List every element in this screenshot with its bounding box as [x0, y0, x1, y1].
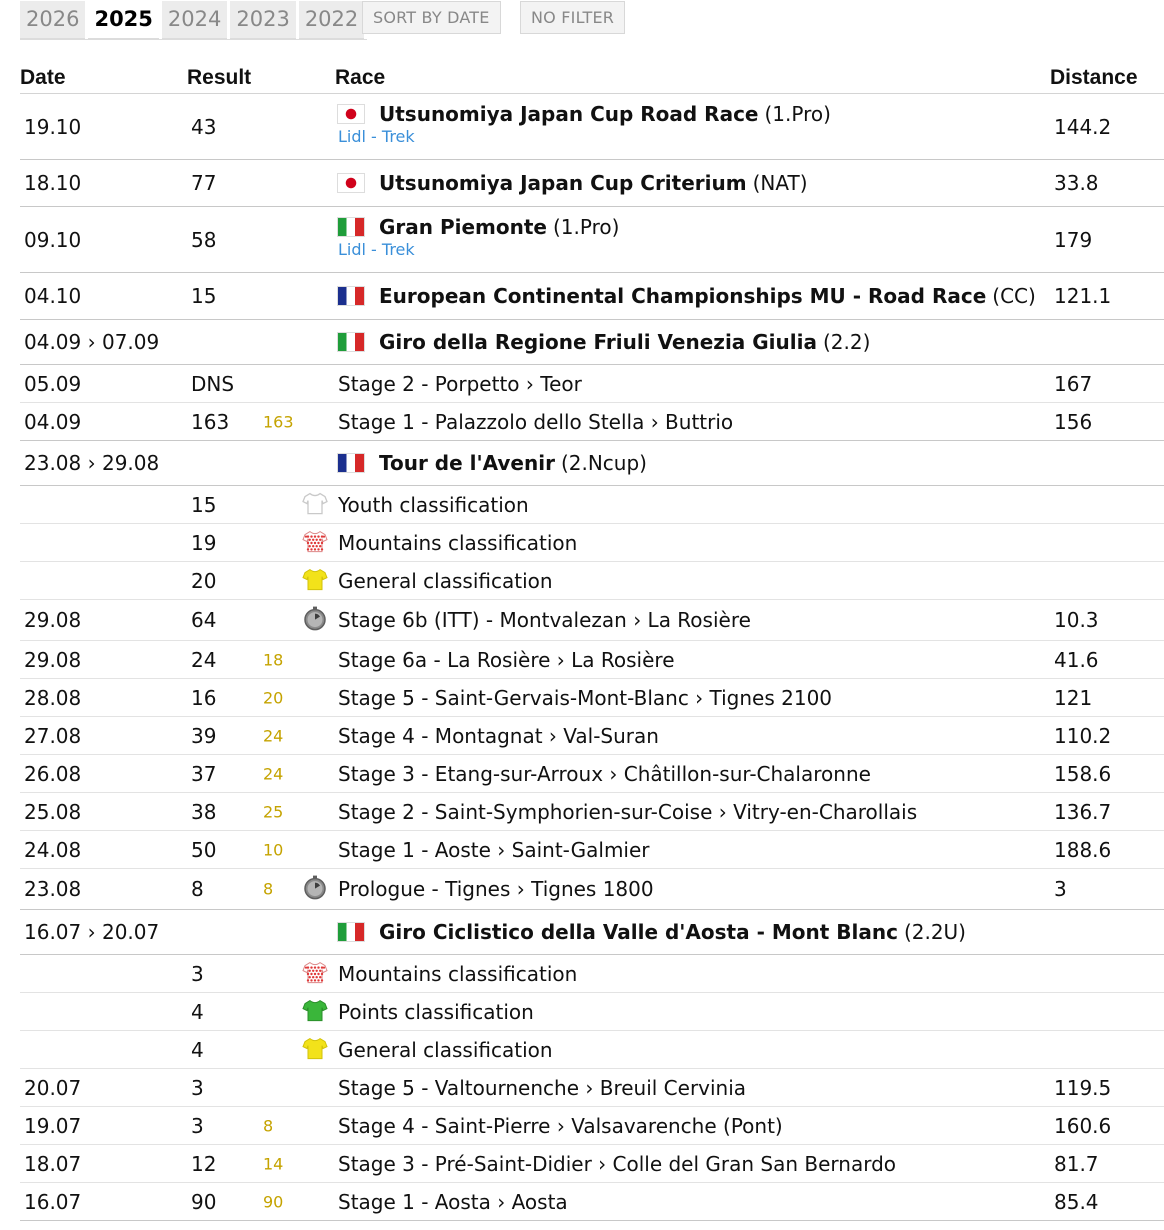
stage-link[interactable]: Prologue - Tignes › Tignes 1800	[338, 877, 654, 901]
result-rank: 8	[191, 877, 204, 901]
result-date: 27.08	[24, 723, 82, 748]
result-rank: 3	[191, 1075, 204, 1100]
race-category: (2.2U)	[903, 920, 966, 944]
race-row	[20, 441, 1164, 486]
race-name-link[interactable]: Tour de l'Avenir	[379, 451, 555, 475]
polka-dot-jersey-icon	[301, 958, 329, 986]
result-date: 19.10	[24, 114, 82, 139]
results-toolbar	[0, 0, 1164, 44]
result-rank: 19	[191, 530, 217, 555]
no-filter-button[interactable]: NO FILTER	[520, 1, 625, 34]
gc-rank: 10	[263, 840, 284, 859]
race-category: (NAT)	[752, 171, 808, 195]
year-tab-2026[interactable]: 2026	[20, 1, 85, 39]
stage-link[interactable]: Stage 1 - Aoste › Saint-Galmier	[338, 837, 650, 862]
team-link[interactable]: Lidl - Trek	[338, 240, 415, 259]
stage-row	[20, 365, 1164, 403]
race-distance: 179	[1054, 227, 1093, 252]
race-row	[20, 273, 1164, 320]
race-row	[20, 94, 1164, 160]
result-rank: 64	[191, 608, 217, 632]
gc-rank: 18	[263, 650, 284, 669]
result-rank: 3	[191, 1113, 204, 1138]
stage-row	[20, 1107, 1164, 1145]
stage-row	[20, 755, 1164, 793]
flag-jp-icon	[338, 105, 364, 123]
result-rank: 38	[191, 799, 217, 824]
gc-rank: 8	[263, 1116, 274, 1135]
result-rank: 163	[191, 409, 230, 434]
result-rank: 37	[191, 761, 217, 786]
stage-row	[20, 403, 1164, 441]
race-distance: 167	[1054, 371, 1093, 396]
stopwatch-icon	[301, 874, 329, 902]
flag-it-icon	[338, 333, 364, 351]
race-distance: 121.1	[1054, 284, 1112, 308]
header-date: Date	[20, 66, 66, 89]
classification-row	[20, 955, 1164, 993]
flag-it-icon	[338, 218, 364, 236]
result-rank: 43	[191, 114, 217, 139]
year-tab-2024[interactable]: 2024	[162, 1, 227, 39]
gc-rank: 163	[263, 412, 294, 431]
gc-rank: 25	[263, 802, 284, 821]
result-rank: 4	[191, 1037, 204, 1062]
flag-fr-icon	[338, 454, 364, 472]
stage-link[interactable]: Stage 5 - Valtournenche › Breuil Cervinia	[338, 1075, 747, 1100]
race-distance: 156	[1054, 409, 1093, 434]
result-rank: 50	[191, 837, 217, 862]
result-date: 23.08	[24, 877, 82, 901]
results-table	[20, 64, 1164, 1221]
result-date: 26.08	[24, 761, 82, 786]
result-date: 04.09 › 07.09	[24, 330, 160, 354]
classification-link[interactable]: Mountains classification	[338, 961, 578, 986]
race-distance: 41.6	[1054, 647, 1099, 672]
race-title	[338, 451, 647, 475]
classification-row	[20, 562, 1164, 600]
result-rank: 16	[191, 685, 217, 710]
race-name-link[interactable]: Utsunomiya Japan Cup Road Race	[379, 102, 759, 126]
race-distance: 158.6	[1054, 761, 1112, 786]
race-name-link[interactable]: Giro Ciclistico della Valle d'Aosta - Mont Blanc	[379, 920, 898, 944]
stage-link[interactable]: Stage 2 - Porpetto › Teor	[338, 371, 582, 396]
result-rank: 24	[191, 647, 217, 672]
race-distance: 3	[1054, 877, 1067, 901]
race-row	[20, 160, 1164, 207]
race-title	[338, 171, 808, 195]
race-distance: 136.7	[1054, 799, 1112, 824]
stage-link[interactable]: Stage 2 - Saint-Symphorien-sur-Coise › Vitry-en-Charollais	[338, 799, 918, 824]
race-info	[338, 102, 831, 146]
stopwatch-icon	[301, 605, 329, 633]
race-row	[20, 320, 1164, 365]
race-name-link[interactable]: Gran Piemonte	[379, 215, 547, 239]
race-row	[20, 910, 1164, 955]
stage-row	[20, 717, 1164, 755]
flag-it-icon	[338, 923, 364, 941]
race-title	[338, 284, 1036, 308]
result-date: 28.08	[24, 685, 82, 710]
stage-link[interactable]: Stage 6b (ITT) - Montvalezan › La Rosière	[338, 608, 751, 632]
stage-row	[20, 831, 1164, 869]
white-jersey-icon	[301, 489, 329, 517]
stage-row	[20, 641, 1164, 679]
race-distance: 110.2	[1054, 723, 1112, 748]
race-category: (1.Pro)	[764, 102, 831, 126]
classification-link[interactable]: Mountains classification	[338, 530, 578, 555]
gc-rank: 24	[263, 726, 284, 745]
header-distance: Distance	[1050, 66, 1138, 89]
result-date: 09.10	[24, 227, 82, 252]
gc-rank: 8	[263, 879, 274, 899]
result-rank: 90	[191, 1189, 217, 1214]
flag-jp-icon	[338, 174, 364, 192]
race-category: (1.Pro)	[553, 215, 620, 239]
race-distance: 121	[1054, 685, 1093, 710]
race-title	[338, 215, 619, 239]
year-tab-2025[interactable]: 2025	[88, 1, 158, 39]
result-rank: 77	[191, 171, 217, 195]
race-info	[338, 451, 647, 475]
result-rank: 15	[191, 284, 217, 308]
result-date: 16.07	[24, 1189, 82, 1214]
sort-by-date-button[interactable]: SORT BY DATE	[362, 1, 501, 34]
result-date: 29.08	[24, 647, 82, 672]
year-tab-2022[interactable]: 2022	[299, 1, 364, 39]
race-info	[338, 920, 966, 944]
race-category: (2.Ncup)	[560, 451, 647, 475]
race-distance: 144.2	[1054, 114, 1112, 139]
classification-row	[20, 1031, 1164, 1069]
result-rank: DNS	[191, 371, 235, 396]
classification-row	[20, 486, 1164, 524]
yellow-jersey-icon	[301, 1034, 329, 1062]
result-date: 29.08	[24, 608, 82, 632]
classification-row	[20, 993, 1164, 1031]
result-date: 25.08	[24, 799, 82, 824]
race-distance: 81.7	[1054, 1151, 1099, 1176]
result-date: 18.10	[24, 171, 82, 195]
result-rank: 12	[191, 1151, 217, 1176]
table-header	[20, 64, 1164, 94]
result-rank: 39	[191, 723, 217, 748]
stage-link[interactable]: Stage 3 - Etang-sur-Arroux › Châtillon-sur-Chalaronne	[338, 761, 871, 786]
race-title	[338, 920, 966, 944]
header-race: Race	[335, 66, 386, 89]
table-body	[20, 94, 1164, 1221]
stage-link[interactable]: Stage 6a - La Rosière › La Rosière	[338, 647, 675, 672]
race-info	[338, 330, 870, 354]
result-date: 04.10	[24, 284, 82, 308]
polka-dot-jersey-icon	[301, 527, 329, 555]
race-title	[338, 330, 870, 354]
result-date: 24.08	[24, 837, 82, 862]
race-distance: 160.6	[1054, 1113, 1112, 1138]
season-tabs	[20, 1, 367, 40]
stage-row	[20, 600, 1164, 641]
result-date: 20.07	[24, 1075, 82, 1100]
classification-link[interactable]: Points classification	[338, 999, 534, 1024]
flag-fr-icon	[338, 287, 364, 305]
race-name-link[interactable]: Utsunomiya Japan Cup Criterium	[379, 171, 747, 195]
result-date: 18.07	[24, 1151, 82, 1176]
race-info	[338, 215, 619, 259]
race-distance: 119.5	[1054, 1075, 1112, 1100]
stage-row	[20, 869, 1164, 910]
race-distance: 33.8	[1054, 171, 1099, 195]
year-tab-2023[interactable]: 2023	[230, 1, 295, 39]
result-date: 05.09	[24, 371, 82, 396]
yellow-jersey-icon	[301, 565, 329, 593]
header-result: Result	[187, 66, 252, 89]
race-name-link[interactable]: European Continental Championships MU - Road Race	[379, 284, 987, 308]
result-rank: 15	[191, 492, 217, 517]
stage-link[interactable]: Stage 1 - Aosta › Aosta	[338, 1189, 568, 1214]
race-distance: 85.4	[1054, 1189, 1099, 1214]
result-date: 04.09	[24, 409, 82, 434]
race-info	[338, 284, 1036, 308]
race-distance: 10.3	[1054, 608, 1099, 632]
result-date: 23.08 › 29.08	[24, 451, 160, 475]
gc-rank: 24	[263, 764, 284, 783]
team-link[interactable]: Lidl - Trek	[338, 127, 415, 146]
stage-row	[20, 1183, 1164, 1221]
race-title	[338, 102, 831, 126]
stage-link[interactable]: Stage 5 - Saint-Gervais-Mont-Blanc › Tignes 2100	[338, 685, 833, 710]
race-info	[338, 171, 808, 195]
race-row	[20, 207, 1164, 273]
race-distance: 188.6	[1054, 837, 1112, 862]
result-date: 16.07 › 20.07	[24, 920, 160, 944]
stage-link[interactable]: Stage 1 - Palazzolo dello Stella › Buttrio	[338, 409, 734, 434]
green-jersey-icon	[301, 996, 329, 1024]
stage-row	[20, 793, 1164, 831]
classification-link[interactable]: General classification	[338, 568, 553, 593]
gc-rank: 20	[263, 688, 284, 707]
race-category: (2.2)	[822, 330, 871, 354]
gc-rank: 14	[263, 1154, 284, 1173]
result-rank: 4	[191, 999, 204, 1024]
stage-link[interactable]: Stage 4 - Montagnat › Val-Suran	[338, 723, 659, 748]
gc-rank: 90	[263, 1192, 284, 1211]
result-date: 19.07	[24, 1113, 82, 1138]
result-rank: 3	[191, 961, 204, 986]
result-rank: 58	[191, 227, 217, 252]
classification-link[interactable]: General classification	[338, 1037, 553, 1062]
stage-row	[20, 1145, 1164, 1183]
classification-row	[20, 524, 1164, 562]
result-rank: 20	[191, 568, 217, 593]
stage-row	[20, 679, 1164, 717]
race-category: (CC)	[992, 284, 1036, 308]
classification-link[interactable]: Youth classification	[338, 492, 529, 517]
race-name-link[interactable]: Giro della Regione Friuli Venezia Giulia	[379, 330, 817, 354]
stage-link[interactable]: Stage 4 - Saint-Pierre › Valsavarenche (Pont)	[338, 1113, 783, 1138]
stage-row	[20, 1069, 1164, 1107]
stage-link[interactable]: Stage 3 - Pré-Saint-Didier › Colle del Gran San Bernardo	[338, 1151, 897, 1176]
